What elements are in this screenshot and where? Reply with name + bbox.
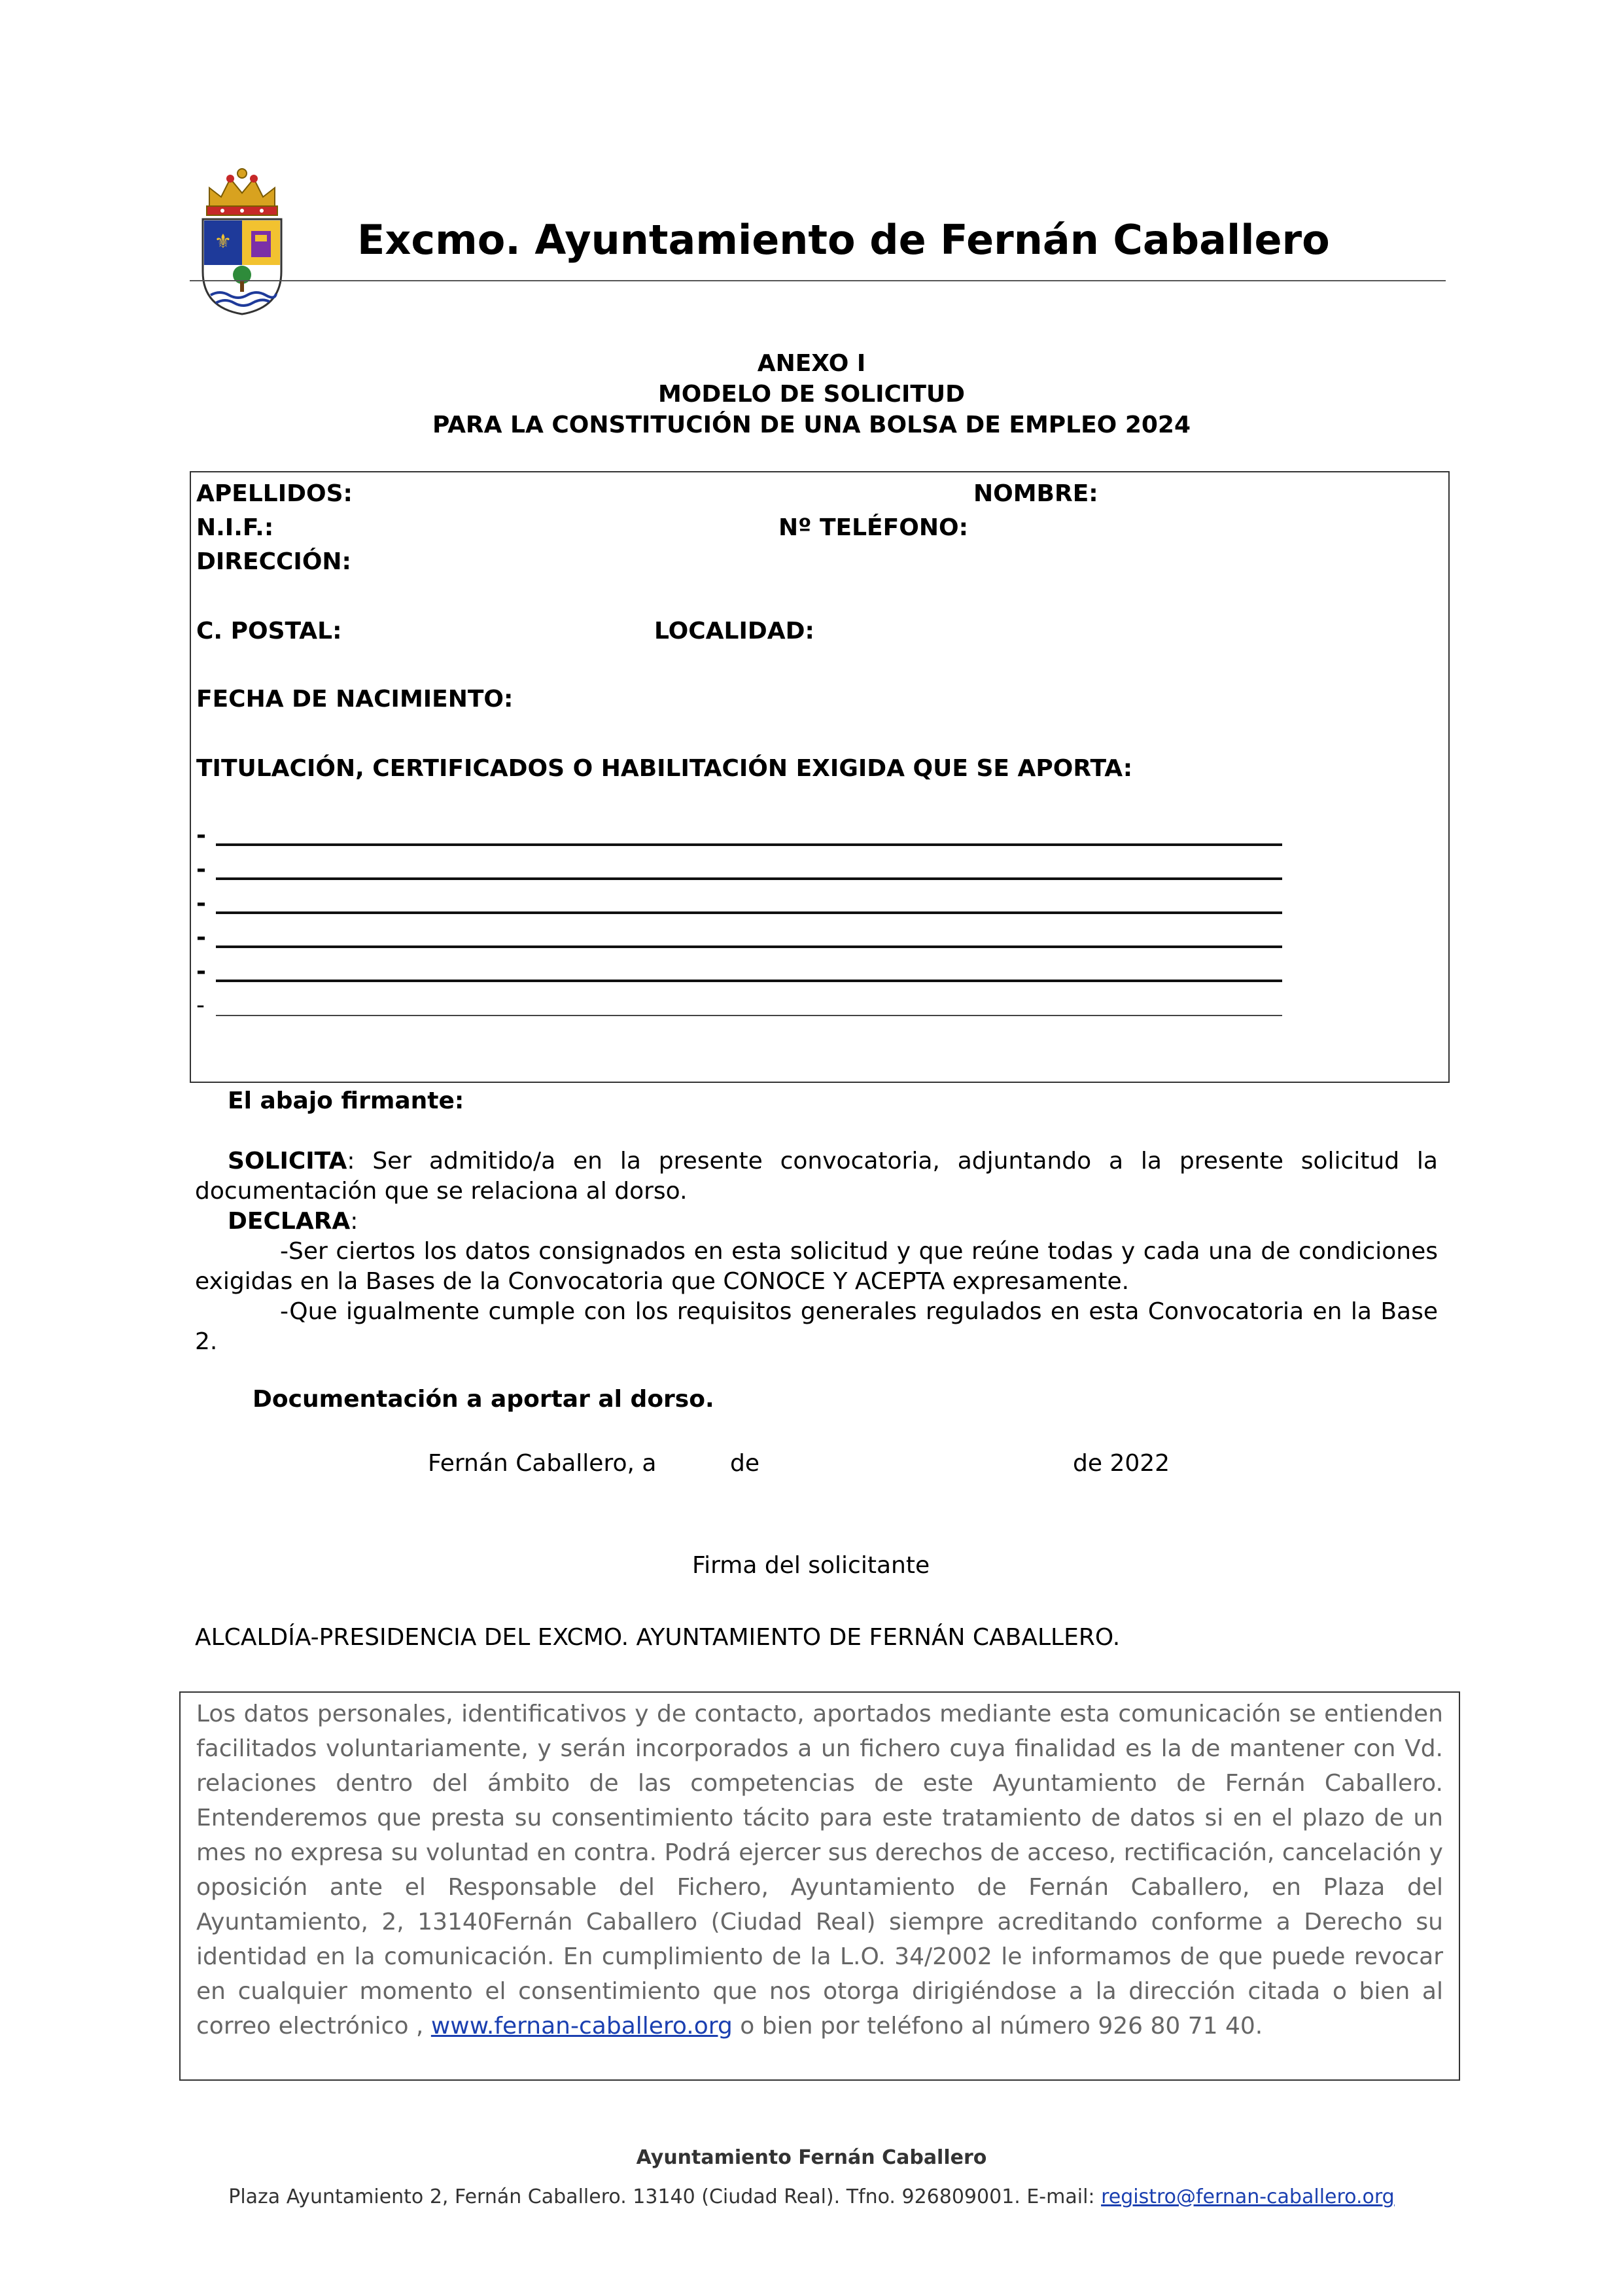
titulacion-line-4[interactable] [196, 921, 1282, 951]
apellidos-label: APELLIDOS: [196, 480, 353, 507]
nif-label: N.I.F.: [196, 514, 274, 541]
svg-text:⚜: ⚜ [214, 230, 232, 253]
place-date-label: Fernán Caballero, a [428, 1450, 657, 1477]
date-de-label: de [730, 1450, 759, 1477]
dash-marker: - [196, 822, 206, 849]
solicita-paragraph [195, 1146, 1438, 1207]
titulacion-line-1[interactable] [196, 819, 1282, 849]
nombre-label: NOMBRE: [973, 480, 1098, 507]
declara-colon: : [350, 1208, 358, 1235]
applicant-data-box [190, 471, 1450, 1083]
direccion-label: DIRECCIÓN: [196, 548, 351, 575]
footer-address-text: Plaza Ayuntamiento 2, Fernán Caballero. 13140 (Ciudad Real). Tfno. 926809001. E-mail: [228, 2185, 1102, 2208]
dash-marker: - [196, 958, 206, 985]
declara-item-1: -Ser ciertos los datos consignados en esta solicitud y que reúne todas y cada una de condiciones exigidas en la Bases de la Convocatoria que CONOCE Y ACEPTA expresamente. [195, 1238, 1438, 1295]
firmante-heading: El abajo firmante: [228, 1087, 464, 1114]
signature-label: Firma del solicitante [692, 1552, 930, 1579]
addressee: ALCALDÍA-PRESIDENCIA DEL EXCMO. AYUNTAMIENTO DE FERNÁN CABALLERO. [195, 1624, 1121, 1651]
footer-title: Ayuntamiento Fernán Caballero [636, 2146, 987, 2169]
dash-marker: - [196, 856, 206, 883]
titulacion-line-2[interactable] [196, 853, 1282, 883]
documentacion-note: Documentación a aportar al dorso. [253, 1386, 714, 1413]
header-divider [190, 280, 1446, 281]
declara-heading [228, 1207, 358, 1237]
dash-marker: - [196, 924, 206, 951]
dash-marker: - [196, 890, 206, 917]
cpostal-label: C. POSTAL: [196, 618, 342, 645]
municipal-crest-icon [196, 167, 288, 317]
date-year-label: de 2022 [1073, 1450, 1170, 1477]
form-title: MODELO DE SOLICITUD [657, 381, 966, 408]
privacy-tail: o bien por teléfono al número 926 80 71 40. [732, 2013, 1263, 2040]
titulacion-line-6[interactable] [196, 989, 1282, 1019]
privacy-notice [196, 1697, 1443, 2043]
titulacion-line-5[interactable] [196, 955, 1282, 985]
solicita-text: : Ser admitido/a en la presente convocatoria, adjuntando a la presente solicitud la documentación que se relaciona al dorso. [195, 1148, 1438, 1205]
document-titles [0, 348, 1623, 440]
page-title: Excmo. Ayuntamiento de Fernán Caballero [357, 216, 1330, 264]
annex-title: ANEXO I [757, 350, 866, 377]
fecha-nacimiento-label: FECHA DE NACIMIENTO: [196, 686, 514, 713]
titulacion-label: TITULACIÓN, CERTIFICADOS O HABILITACIÓN EXIGIDA QUE SE APORTA: [196, 755, 1133, 782]
localidad-label: LOCALIDAD: [654, 618, 814, 645]
footer-email-link[interactable]: registro@fernan-caballero.org [1101, 2185, 1395, 2208]
solicita-label: SOLICITA [228, 1148, 347, 1174]
telefono-label: Nº TELÉFONO: [778, 514, 968, 541]
titulacion-line-3[interactable] [196, 887, 1282, 917]
declara-label: DECLARA [228, 1208, 351, 1235]
footer-address [0, 2185, 1623, 2208]
privacy-text: Los datos personales, identificativos y de contacto, aportados mediante esta comunicación se entienden facilitados voluntariamente, y serán incorporados a un fichero cuya finalidad es la de mantener con Vd. relaciones dentro del ámbito de las competencias de este Ayuntamiento de Fernán Caballero. Entenderemos que presta su consentimiento tácito para este tratamiento de datos si en el plazo de un mes no expresa su voluntad en contra. Podrá ejercer sus derechos de acceso, rectificación, cancelación y oposición ante el Responsable del Fichero, Ayuntamiento de Fernán Caballero, en Plaza del Ayuntamiento, 2, 13140Fernán Caballero (Ciudad Real) siempre acreditando conforme a Derecho su identidad en la comunicación. En cumplimiento de la L.O. 34/2002 le informamos de que puede revocar en cualquier momento el consentimiento que nos otorga dirigiéndose a la dirección citada o bien al correo electrónico , [196, 1701, 1443, 2040]
declara-item-2: -Que igualmente cumple con los requisitos generales regulados en esta Convocatoria en la Base 2. [195, 1298, 1438, 1355]
form-subtitle: PARA LA CONSTITUCIÓN DE UNA BOLSA DE EMPLEO 2024 [432, 412, 1191, 438]
dash-marker: - [196, 992, 205, 1019]
website-link[interactable]: www.fernan-caballero.org [430, 2013, 733, 2040]
privacy-notice-box [179, 1691, 1460, 2081]
